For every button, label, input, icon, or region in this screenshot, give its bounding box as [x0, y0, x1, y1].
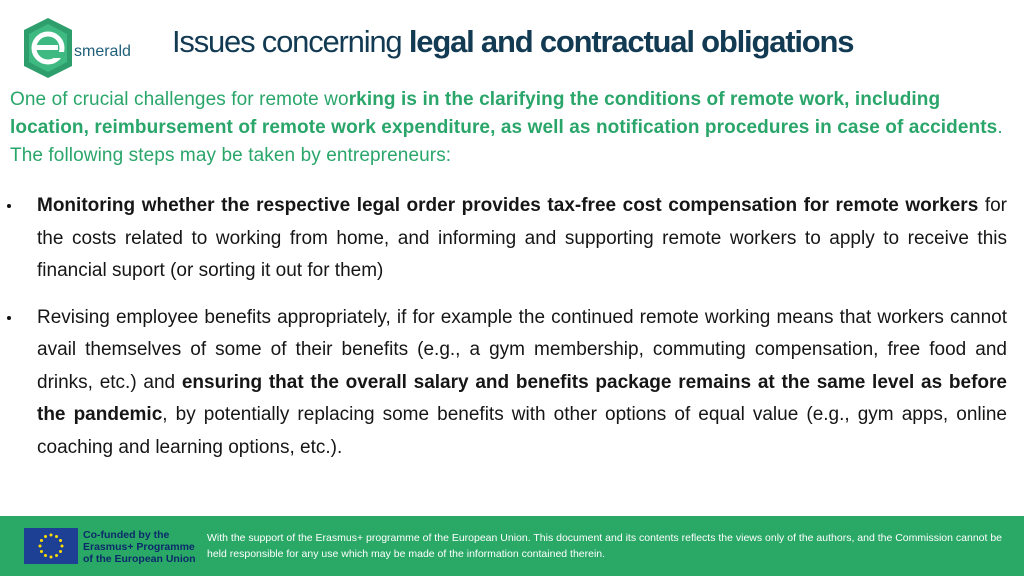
eu-star-icon [50, 534, 53, 537]
list-item [37, 190, 1007, 288]
eu-star-icon [55, 535, 58, 538]
bullet-bold: ensuring that the overall salary and benefits package remains at the same level as before the pandemic [37, 371, 1007, 425]
eu-star-icon [59, 539, 62, 542]
eu-star-icon [40, 550, 43, 553]
eu-star-icon [50, 556, 53, 559]
bullet-icon [7, 316, 11, 320]
disclaimer-text: With the support of the Erasmus+ programme of the European Union. This document and its contents reflects the views only of the authors, and the Commission cannot be held responsible for any use which may be made of the information contained therein. [207, 532, 1003, 560]
cofund-line: of the European Union [83, 553, 196, 565]
cofund-label [83, 529, 198, 565]
bullet-icon [7, 204, 11, 208]
bullet-text: for the costs related to working from home, and informing and supporting remote workers to apply to receive this financial suport (or sorting it out for them) [37, 195, 1008, 281]
list-item [37, 302, 1007, 465]
intro-paragraph [10, 86, 1016, 170]
intro-part1: One of crucial challenges for remote wo [10, 89, 349, 110]
cofund-line: Co-funded by the [83, 529, 170, 541]
eu-star-icon [61, 545, 64, 548]
bullet-list [0, 190, 1024, 478]
eu-flag-icon [24, 528, 78, 564]
eu-star-icon [55, 554, 58, 557]
intro-part3: . The following steps may be taken by entrepreneurs: [10, 117, 1003, 166]
intro-part2: rking is in the clarifying the conditions of remote work, including location, reimbursement of remote work expenditure, as well as notification procedures in case of accidents [10, 89, 998, 138]
esmerald-logo [16, 16, 151, 80]
bullet-bold: Monitoring whether the respective legal order provides tax-free cost compensation for remote workers [37, 195, 979, 216]
bullet-text: Revising employee benefits appropriately, if for example the continued remote working means that workers cannot avail themselves of some of their benefits (e.g., a gym membership, commuting compensation, free food and drinks, etc.) and [37, 306, 1007, 393]
title-bold: legal and contractual obligations [408, 24, 854, 59]
cofund-line: Erasmus+ Programme [83, 541, 195, 553]
logo-text: smerald [74, 43, 131, 60]
eu-star-icon [59, 550, 62, 553]
eu-star-icon [40, 539, 43, 542]
title-regular: Issues concerning [172, 24, 409, 59]
eu-star-icon [44, 554, 47, 557]
page-title [172, 24, 1012, 60]
footer-bar [0, 516, 1024, 576]
eu-star-icon [39, 545, 42, 548]
bullet-text: , by potentially replacing some benefits with other options of equal value (e.g., gym apps, online coaching and learning options, etc.). [37, 404, 1007, 458]
eu-star-icon [44, 535, 47, 538]
